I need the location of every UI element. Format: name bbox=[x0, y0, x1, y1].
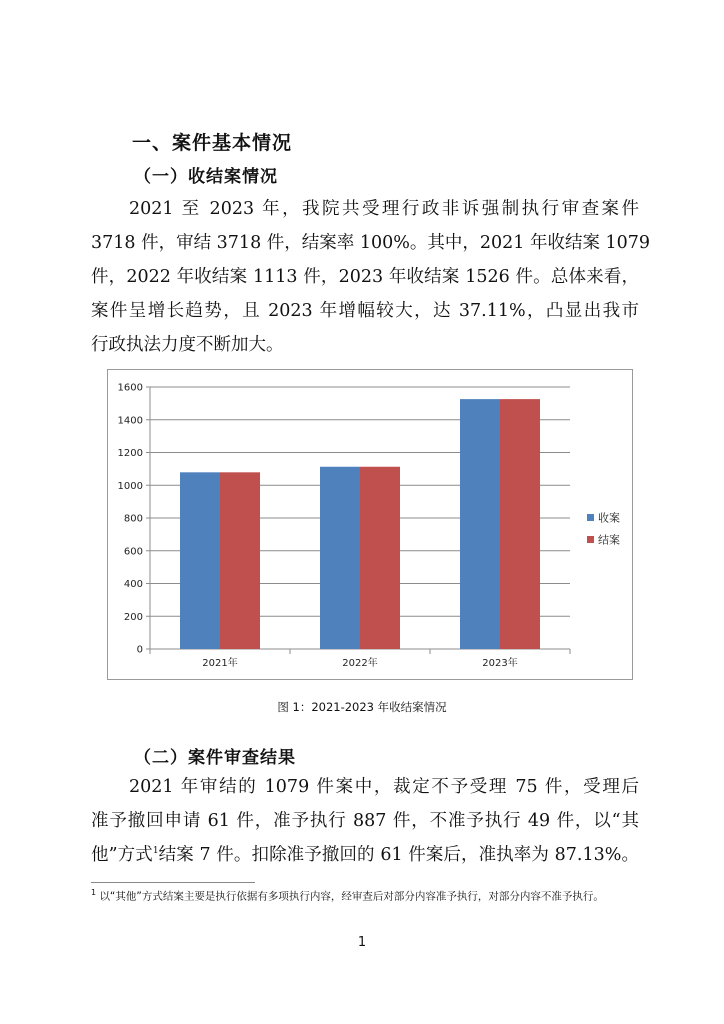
paragraph-results bbox=[91, 770, 639, 872]
paragraph-line bbox=[91, 838, 639, 872]
legend-swatch bbox=[587, 536, 594, 543]
bar-chart-svg bbox=[108, 370, 632, 679]
bar-intake bbox=[180, 472, 220, 649]
x-tick-label: 2022年 bbox=[342, 658, 378, 669]
page-number: 1 bbox=[357, 935, 367, 950]
footnote-text: 以“其他”方式结案主要是执行依据有多项执行内容，经审查后对部分内容准予执行，对部分内容不准予执行。 bbox=[99, 890, 604, 903]
bar-intake bbox=[320, 467, 360, 649]
y-tick-label: 400 bbox=[123, 579, 143, 590]
y-tick-label: 1600 bbox=[117, 382, 143, 394]
paragraph-line: 2021 年审结的 1079 件案中，裁定不予受理 75 件，受理后 bbox=[129, 777, 639, 797]
bar-closed bbox=[220, 472, 260, 649]
paragraph-line: 3718 件，审结 3718 件，结案率 100%。其中，2021 年收结案 1079 bbox=[91, 233, 651, 253]
paragraph-line: 件，2022 年收结案 1113 件，2023 年收结案 1526 件。总体来看， bbox=[91, 267, 639, 287]
paragraph-line: 准予撤回申请 61 件，准予执行 887 件，不准予执行 49 件，以“其 bbox=[91, 811, 639, 831]
footnote-ref: 1 bbox=[152, 846, 159, 857]
footnote-number: 1 bbox=[91, 888, 97, 897]
legend-swatch bbox=[587, 514, 594, 521]
bar-closed bbox=[360, 467, 400, 649]
y-tick-label: 200 bbox=[123, 611, 143, 623]
y-tick-label: 800 bbox=[123, 513, 143, 525]
bar-intake bbox=[460, 399, 500, 649]
y-tick-label: 0 bbox=[136, 644, 143, 656]
paragraph-fragment: 他”方式 bbox=[91, 845, 153, 865]
x-tick-label: 2023年 bbox=[482, 658, 518, 669]
paragraph-fragment: 结案 7 件。扣除准予撤回的 61 件案后，准执率为 87.13%。 bbox=[158, 845, 639, 865]
bar-closed bbox=[500, 399, 540, 649]
y-tick-label: 1000 bbox=[117, 480, 143, 492]
paragraph-line: 2021 至 2023 年，我院共受理行政非诉强制执行审查案件 bbox=[129, 199, 639, 219]
bar-chart bbox=[107, 369, 633, 680]
figure-caption: 图 1：2021-2023 年收结案情况 bbox=[277, 700, 447, 714]
subsection-heading-results: （二）案件审查结果 bbox=[134, 748, 296, 768]
legend-label: 结案 bbox=[598, 533, 620, 547]
section-heading: 一、案件基本情况 bbox=[132, 132, 293, 154]
y-tick-label: 600 bbox=[123, 546, 143, 558]
paragraph-line: 案件呈增长趋势，且 2023 年增幅较大，达 37.11%，凸显出我市 bbox=[91, 301, 639, 321]
x-tick-label: 2021年 bbox=[202, 658, 238, 669]
paragraph-intake bbox=[91, 192, 651, 362]
y-tick-label: 1400 bbox=[117, 415, 143, 427]
subsection-heading-intake: （一）收结案情况 bbox=[134, 167, 278, 187]
legend-label: 收案 bbox=[598, 511, 620, 525]
y-tick-label: 1200 bbox=[117, 448, 143, 459]
paragraph-line: 行政执法力度不断加大。 bbox=[91, 335, 284, 355]
footnote-divider bbox=[91, 882, 255, 883]
footnote bbox=[91, 888, 604, 904]
